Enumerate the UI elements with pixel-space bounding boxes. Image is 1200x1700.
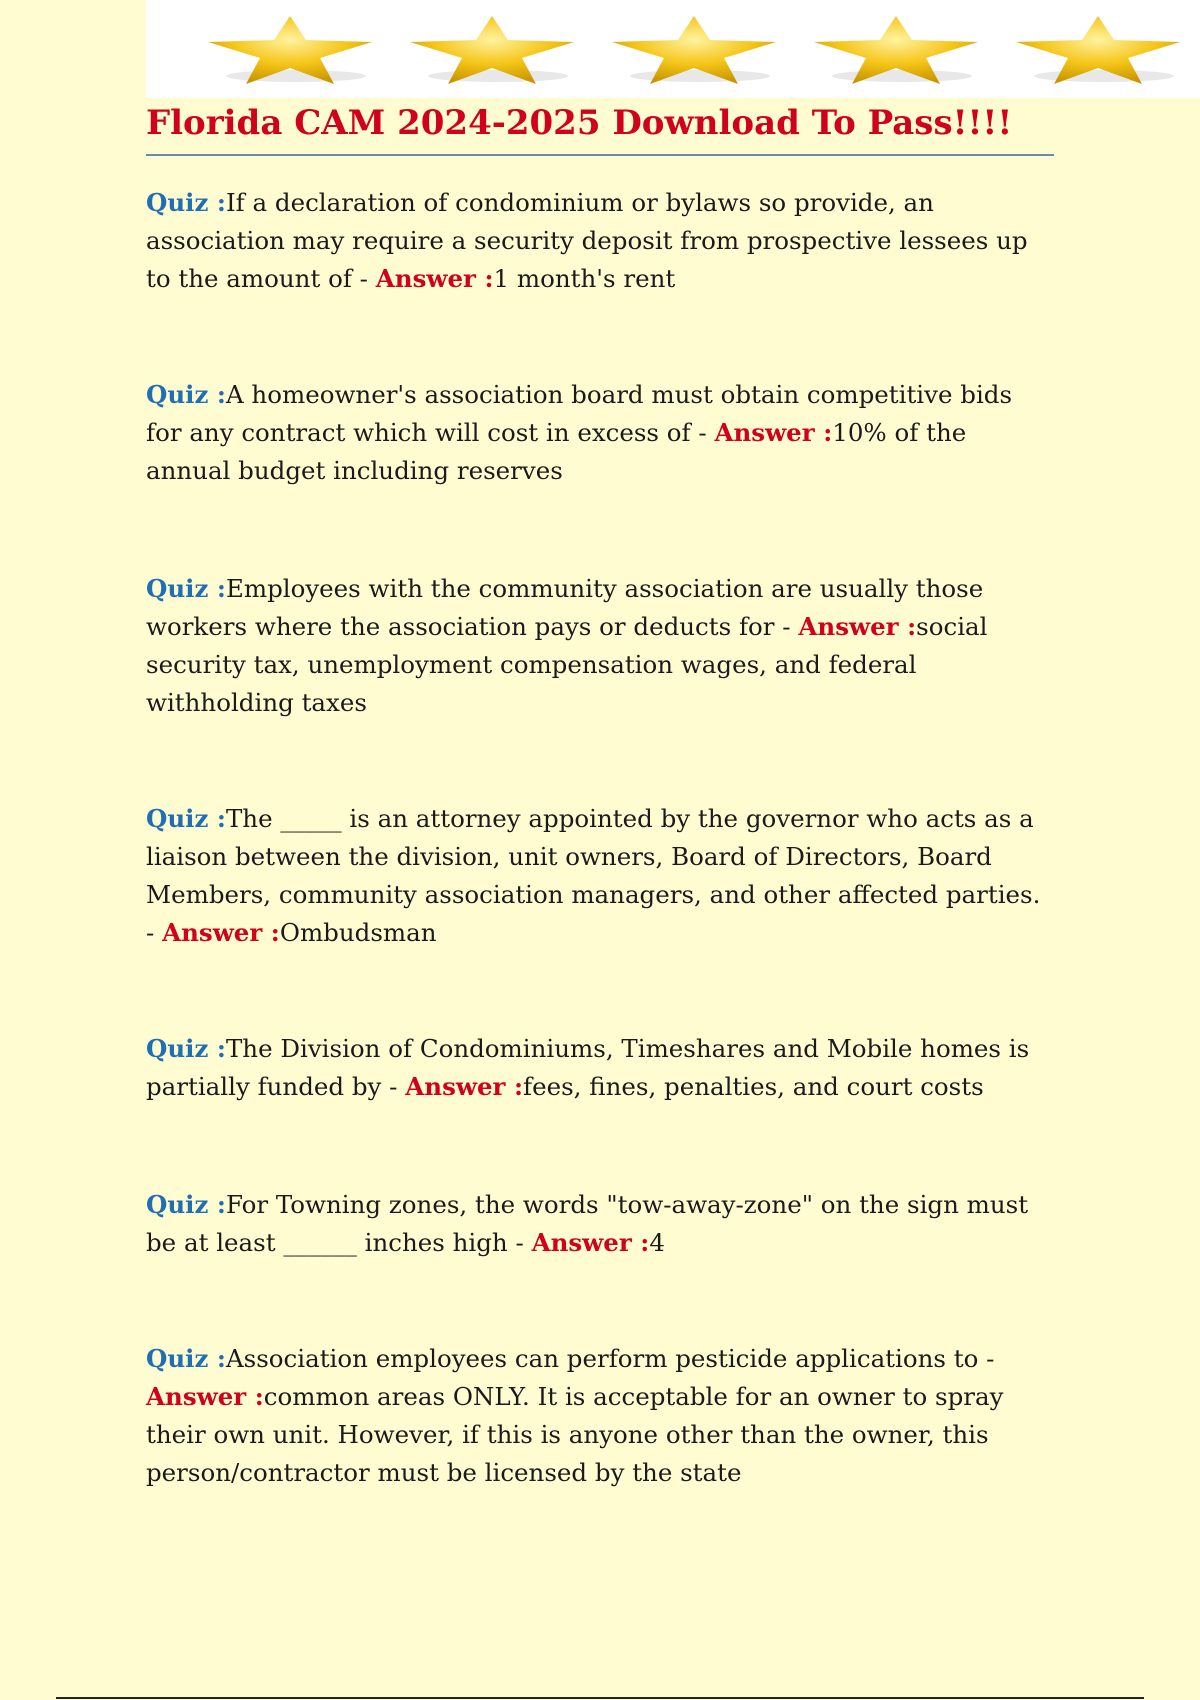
qa-item [146,1030,1046,1106]
question-text: The Division of Condominiums, Timeshares and Mobile homes is partially funded by - [146,1034,1030,1101]
qa-item [146,1186,1046,1262]
star-icon [812,14,980,86]
answer-text: common areas ONLY. It is acceptable for an owner to spray their own unit. However, if this is anyone other than the owner, this person/contractor must be licensed by the state [146,1382,1004,1487]
star-banner [146,0,1200,98]
question-text: The _____ is an attorney appointed by the governor who acts as a liaison between the division, unit owners, Board of Directors, Board Members, community association managers, and other affected parties. - [146,804,1041,947]
quiz-label: Quiz : [146,574,226,603]
title-divider [146,154,1054,156]
qa-item [146,570,1046,722]
quiz-label: Quiz : [146,1344,226,1373]
answer-text: social security tax, unemployment compensation wages, and federal withholding taxes [146,612,988,717]
footer-divider [56,1697,1144,1699]
quiz-label: Quiz : [146,380,226,409]
answer-text: 4 [649,1228,665,1257]
answer-label: Answer : [375,264,494,293]
star-icon [610,14,778,86]
question-text: If a declaration of condominium or bylaws so provide, an association may require a security deposit from prospective lessees up to the amount of - [146,188,1028,293]
quiz-label: Quiz : [146,188,226,217]
quiz-label: Quiz : [146,804,226,833]
page-title: Florida CAM 2024-2025 Download To Pass!!!! [146,103,1013,143]
answer-label: Answer : [798,612,917,641]
qa-item [146,376,1046,490]
answer-label: Answer : [714,418,833,447]
answer-label: Answer : [162,918,280,947]
quiz-label: Quiz : [146,1034,226,1063]
answer-text: Ombudsman [279,918,437,947]
answer-text: 10% of the annual budget including reserves [146,418,967,485]
qa-item [146,1340,1046,1492]
question-text: For Towning zones, the words "tow-away-zone" on the sign must be at least ______ inches high - [146,1190,1029,1257]
question-text: Employees with the community association are usually those workers where the association pays or deducts for - [146,574,984,641]
answer-text: 1 month's rent [493,264,676,293]
qa-item [146,800,1046,952]
question-text: A homeowner's association board must obtain competitive bids for any contract which will cost in excess of - [146,380,1013,447]
star-icon [408,14,576,86]
answer-text: fees, fines, penalties, and court costs [523,1072,984,1101]
star-icon [206,14,374,86]
star-icon [1014,14,1182,86]
answer-label: Answer : [531,1228,650,1257]
answer-label: Answer : [146,1382,264,1411]
qa-item [146,184,1046,298]
question-text: Association employees can perform pesticide applications to - [225,1344,995,1373]
answer-label: Answer : [405,1072,524,1101]
quiz-label: Quiz : [146,1190,226,1219]
